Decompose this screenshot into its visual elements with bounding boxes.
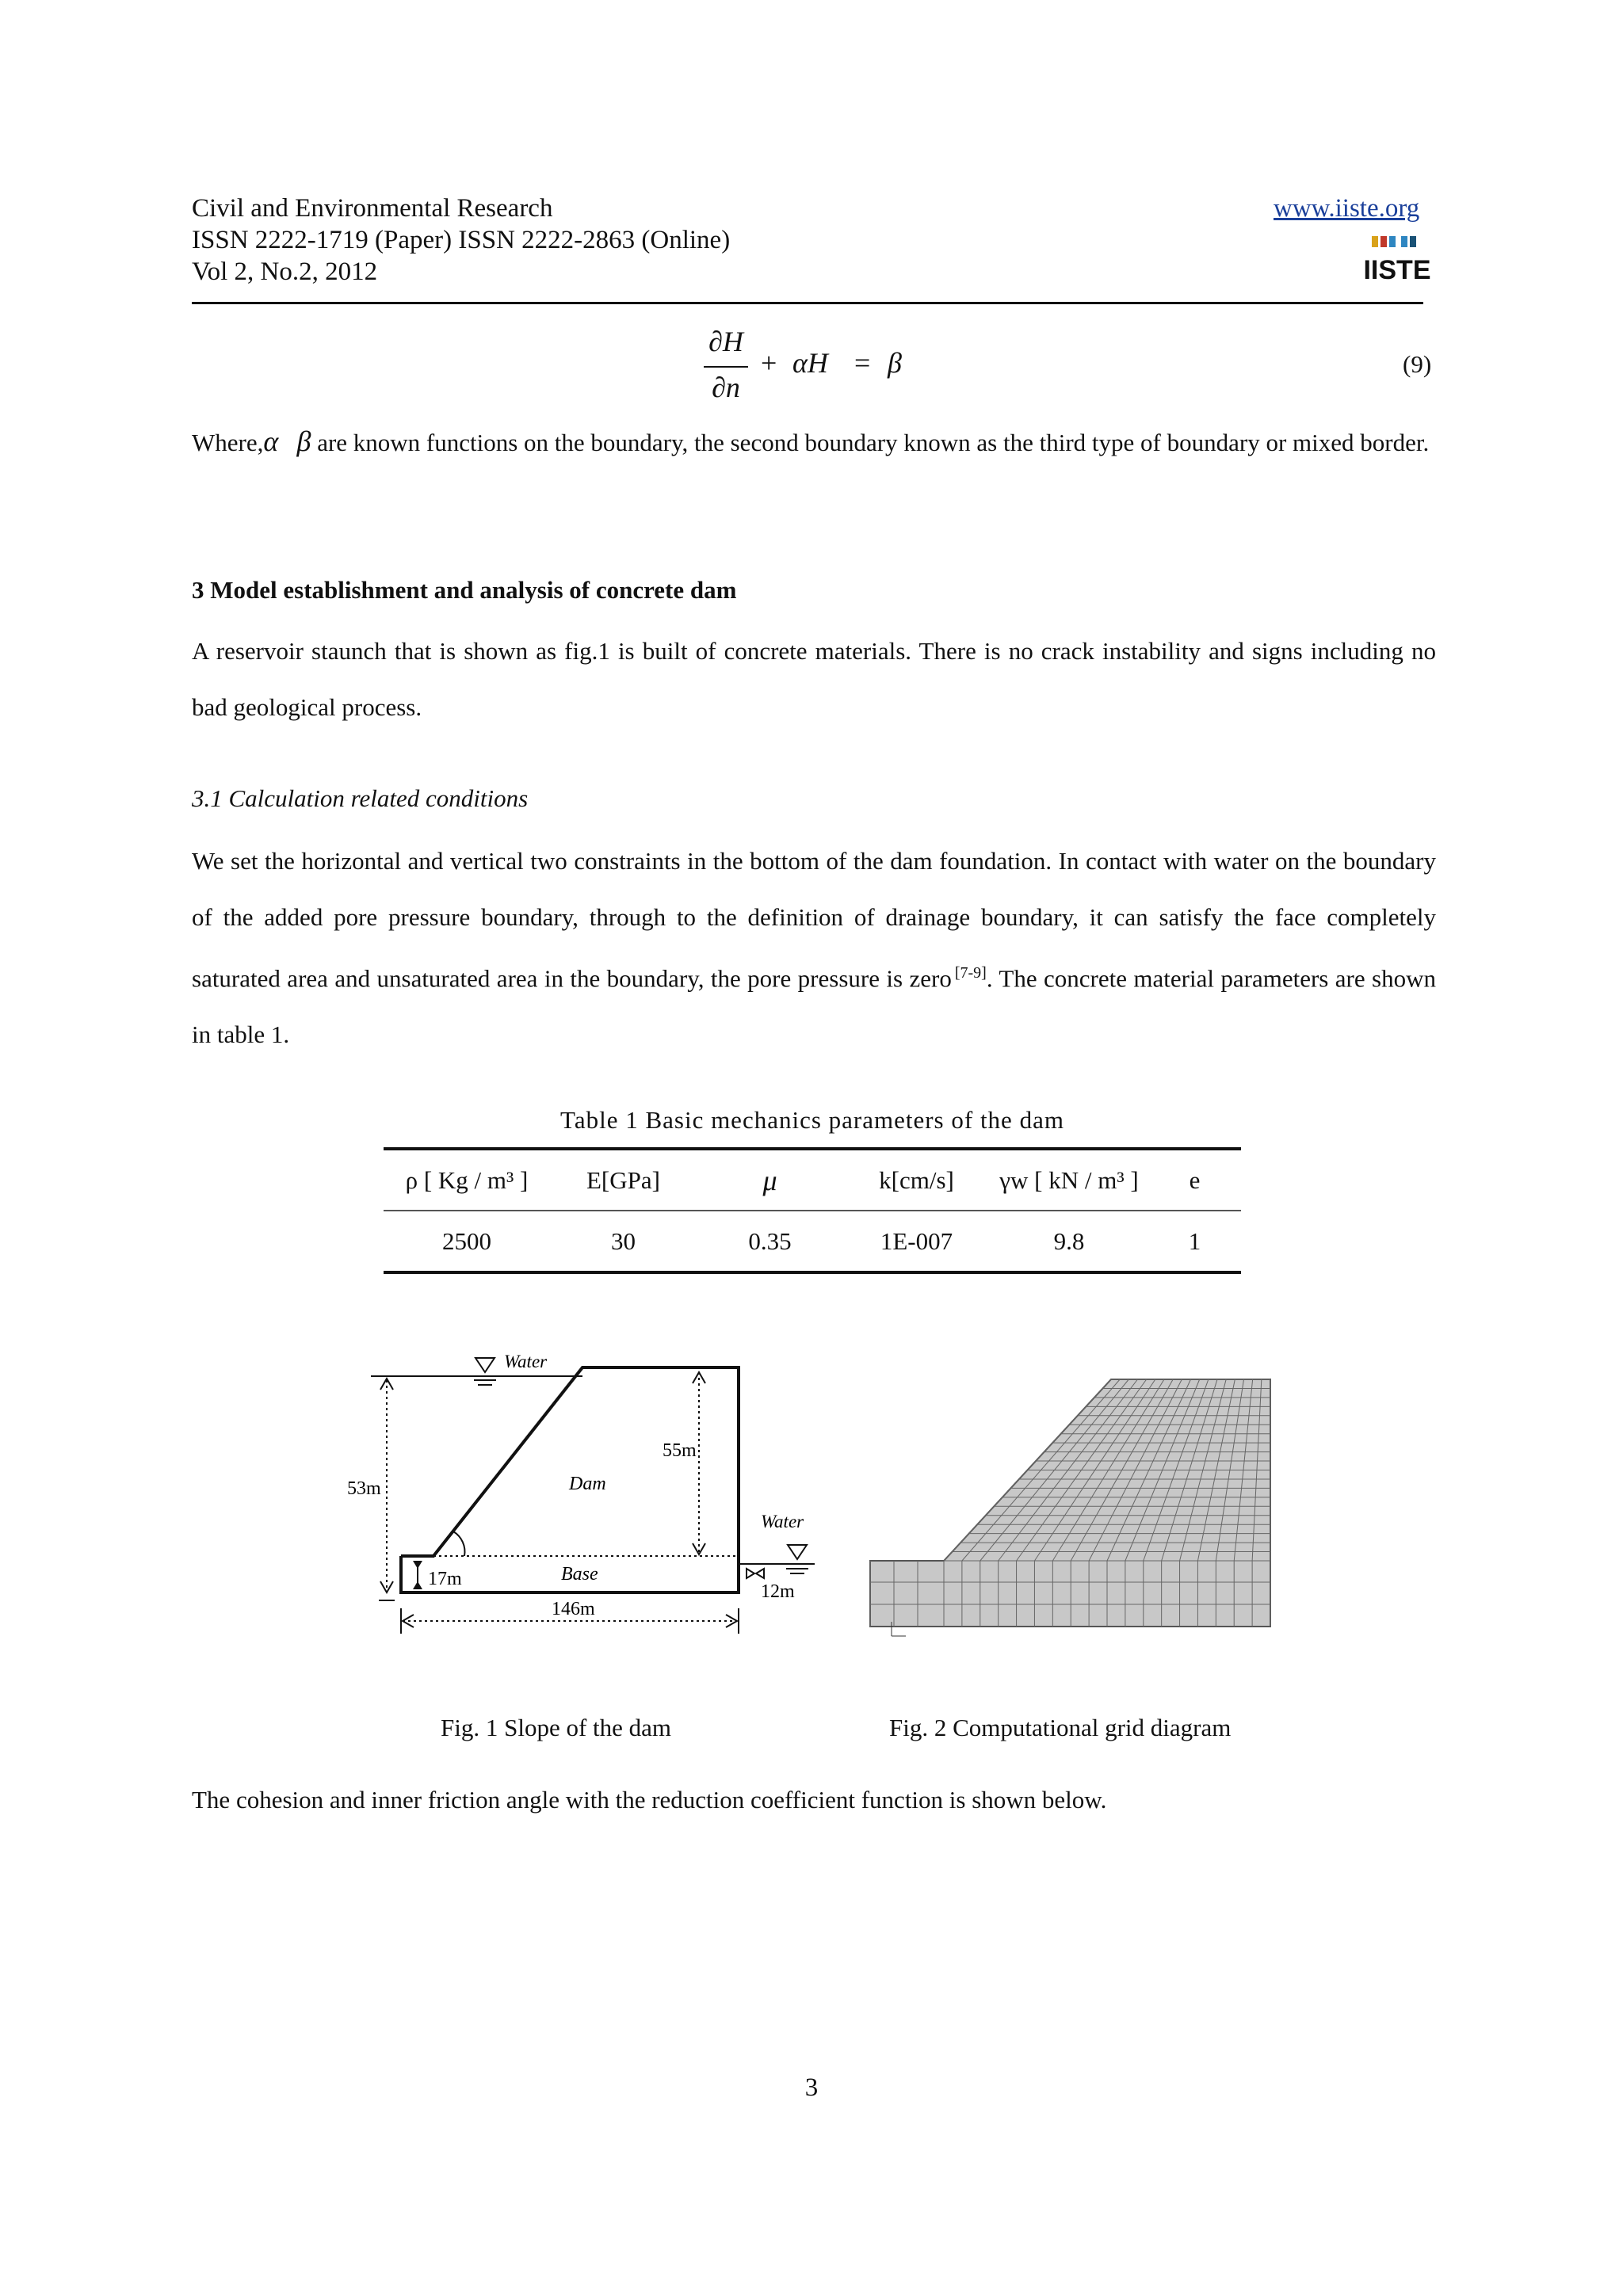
label-53m: 53m: [347, 1478, 381, 1499]
table-1-caption: Table 1 Basic mechanics parameters of the dam: [560, 1106, 1064, 1134]
th-permeability: k[cm/s]: [879, 1165, 954, 1194]
downstream-water-symbol: [788, 1545, 807, 1559]
closing-paragraph: The cohesion and inner friction angle with the reduction coefficient function is shown below.: [192, 1786, 1107, 1814]
page-number: 3: [804, 2073, 819, 2102]
volume-line: Vol 2, No.2, 2012: [192, 257, 378, 286]
paragraph-where: [192, 414, 1436, 471]
label-12m: 12m: [761, 1581, 795, 1602]
section-3-1-paragraph: [192, 833, 1436, 1062]
figure-1-caption: Fig. 1 Slope of the dam: [441, 1714, 672, 1741]
eq-number: (9): [1403, 350, 1432, 378]
label-55m: 55m: [663, 1440, 697, 1461]
figure-1-dam-slope: [333, 1339, 832, 1648]
para-3-1-text-b: . The concrete material parameters are shown in table 1.: [192, 964, 1436, 1049]
label-17m: 17m: [428, 1569, 462, 1589]
eq-denominator: ∂n: [712, 372, 740, 403]
section-3-paragraph: A reservoir staunch that is shown as fig.1 is built of concrete materials. There is no crack instability and signs including no bad geological process.: [192, 637, 1436, 721]
svg-text:IISTE: IISTE: [1363, 255, 1431, 285]
upstream-water-symbol: [475, 1358, 495, 1372]
table-1: [384, 1147, 1241, 1274]
th-modulus: E[GPa]: [586, 1165, 660, 1194]
section-3-1-title: 3.1 Calculation related conditions: [192, 784, 529, 812]
label-146m: 146m: [552, 1599, 595, 1619]
section-3-title: 3 Model establishment and analysis of concrete dam: [192, 576, 737, 604]
td-void-ratio: 1: [1188, 1226, 1201, 1255]
th-void-ratio: e: [1189, 1165, 1201, 1194]
td-density: 2500: [442, 1226, 491, 1255]
eq-numerator: ∂H: [708, 326, 743, 357]
th-unit-weight: γw [ kN / m³ ]: [999, 1165, 1139, 1194]
issn-line: ISSN 2222-1719 (Paper) ISSN 2222-2863 (Online): [192, 226, 731, 254]
beta-symbol: β: [296, 425, 311, 457]
mesh-region: [870, 1379, 1270, 1627]
figure-2-caption: Fig. 2 Computational grid diagram: [889, 1714, 1232, 1741]
where-lead: Where,: [192, 429, 264, 456]
eq-equals: =: [854, 347, 871, 379]
label-water-downstream: Water: [761, 1512, 804, 1531]
para-3-1-text-a: We set the horizontal and vertical two constraints in the bottom of the dam foundation. In contact with water on the boundary of the added pore pressure boundary, through to the definition of drainage boundary, it can satisfy the face completely saturated area and unsaturated area in the boundary, the pore pressure is zero: [192, 847, 1436, 993]
eq-fraction-bar: [704, 366, 748, 368]
slope-angle-arc: [453, 1531, 464, 1556]
eq-beta: β: [888, 347, 902, 379]
th-poisson: μ: [762, 1164, 777, 1196]
label-dam: Dam: [569, 1474, 606, 1494]
alpha-symbol: α: [263, 425, 279, 457]
citation: [7-9]: [954, 964, 987, 982]
figure-2-computational-grid: [868, 1375, 1280, 1644]
website-link[interactable]: www.iiste.org: [1274, 194, 1420, 223]
where-text: are known functions on the boundary, the second boundary known as the third type of boundary or mixed border.: [311, 429, 1430, 456]
eq-plus: +: [761, 347, 777, 379]
td-permeability: 1E-007: [880, 1226, 953, 1255]
journal-name: Civil and Environmental Research: [192, 194, 553, 223]
td-unit-weight: 9.8: [1053, 1226, 1085, 1255]
header-rule: [192, 302, 1423, 304]
td-modulus: 30: [611, 1226, 636, 1255]
td-poisson: 0.35: [748, 1226, 792, 1255]
label-water-upstream: Water: [504, 1352, 548, 1371]
eq-alpha-h: αH: [792, 347, 828, 379]
th-density: ρ [ Kg / m³ ]: [405, 1165, 529, 1194]
label-base: Base: [561, 1564, 598, 1585]
iiste-logo: [1363, 235, 1431, 285]
